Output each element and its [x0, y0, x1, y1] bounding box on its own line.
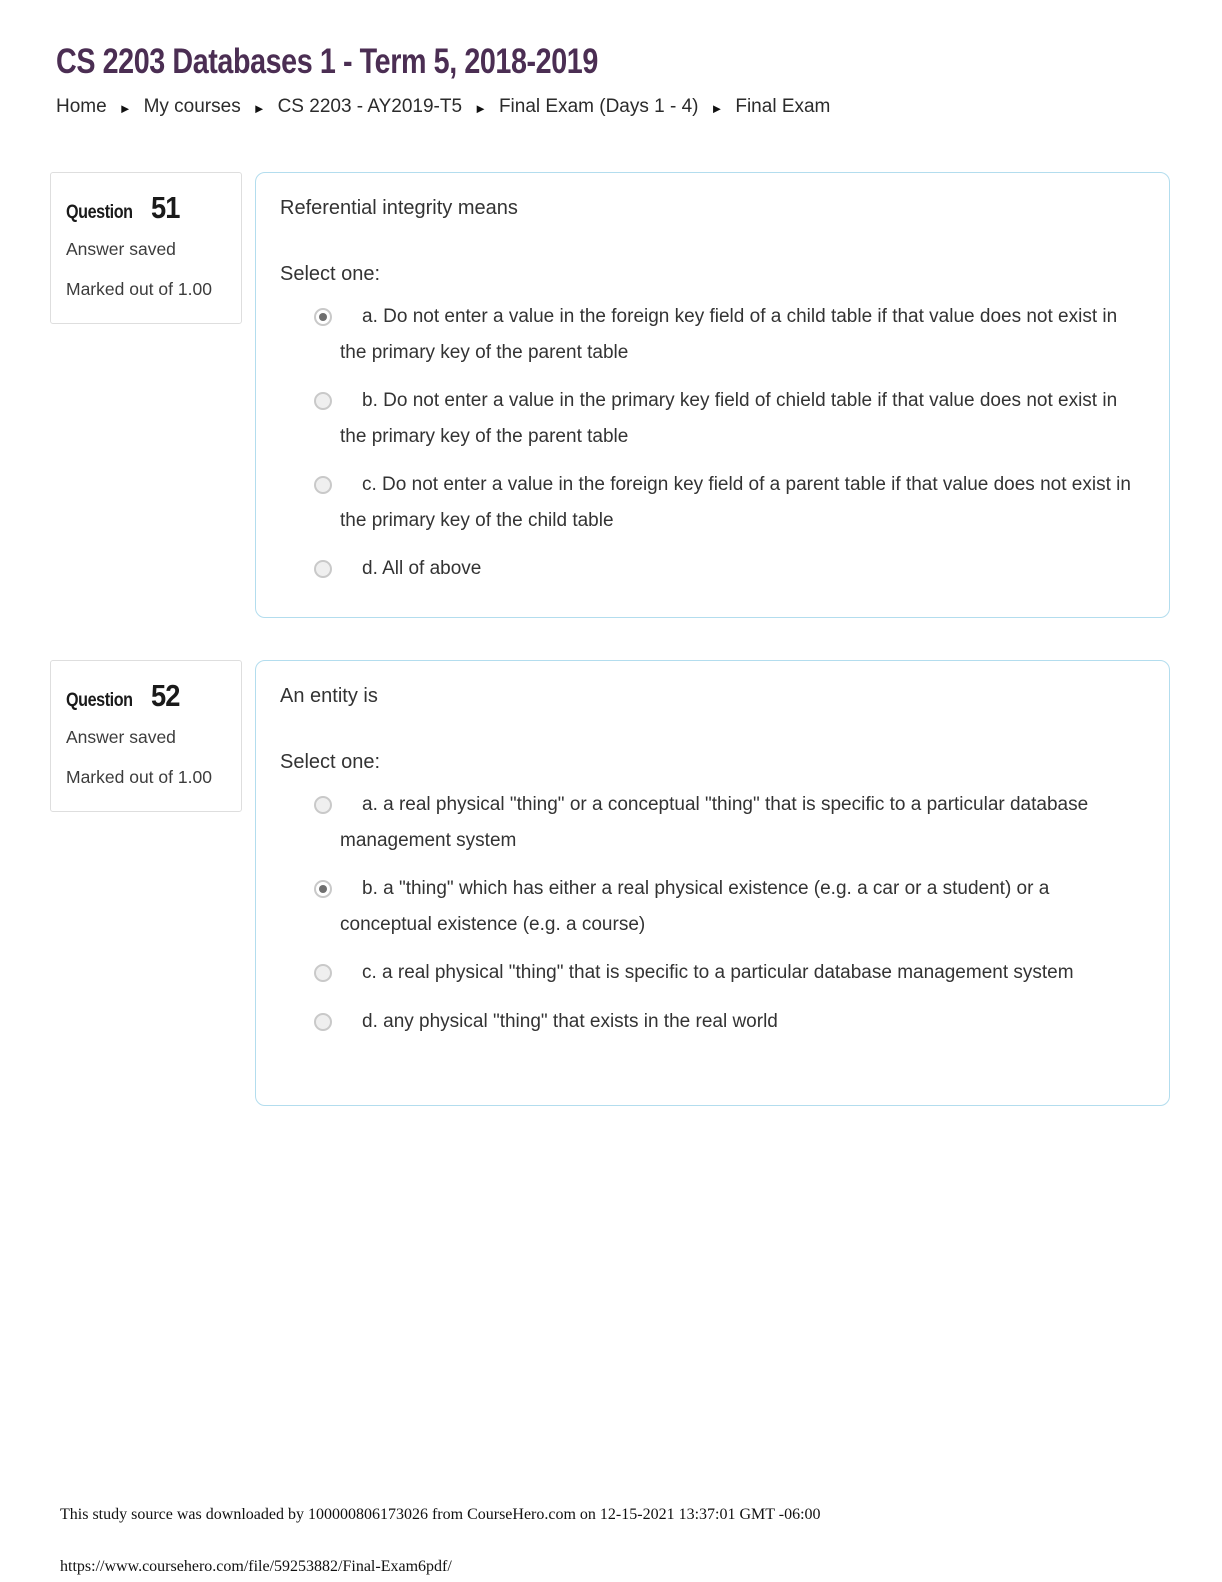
breadcrumb-separator-icon: ►: [474, 100, 487, 116]
answer-option-label[interactable]: b. a "thing" which has either a real physical existence (e.g. a car or a student) or a conceptual existence (e.g. a course): [340, 878, 1050, 935]
breadcrumb-item-final-exam[interactable]: Final Exam: [735, 96, 831, 117]
breadcrumb-item-home[interactable]: Home: [56, 96, 107, 117]
question-card-51: [50, 172, 1170, 618]
answer-option[interactable]: [280, 955, 1141, 991]
question-status: Answer saved: [66, 239, 176, 259]
breadcrumb: [56, 96, 1170, 118]
radio-button[interactable]: [314, 392, 332, 410]
question-marks: Marked out of 1.00: [66, 767, 212, 787]
answer-option-label[interactable]: c. Do not enter a value in the foreign key field of a parent table if that value does not exist in the primary key of the child table: [340, 474, 1131, 531]
question-info-panel: [50, 660, 242, 812]
answer-option-label[interactable]: b. Do not enter a value in the primary key field of chield table if that value does not exist in the primary key of the parent table: [340, 390, 1118, 447]
answer-option-label[interactable]: d. any physical "thing" that exists in the real world: [362, 1010, 778, 1032]
question-content-panel: [255, 660, 1170, 1106]
question-number-value: 51: [150, 190, 180, 225]
radio-button[interactable]: [314, 476, 332, 494]
question-status: Answer saved: [66, 727, 176, 747]
footer-url: https://www.coursehero.com/file/59253882/Final-Exam6pdf/: [60, 1558, 452, 1575]
page-title: CS 2203 Databases 1 - Term 5, 2018-2019: [56, 42, 598, 81]
question-marks: Marked out of 1.00: [66, 279, 212, 299]
radio-button[interactable]: [314, 880, 332, 898]
select-one-label: Select one:: [280, 263, 381, 285]
answer-option[interactable]: [280, 1004, 1141, 1040]
question-number-label: Question: [66, 690, 133, 711]
question-content-panel: [255, 172, 1170, 618]
radio-button[interactable]: [314, 308, 332, 326]
footer-download-note: This study source was downloaded by 100000806173026 from CourseHero.com on 12-15-2021 13:37:01 GMT -06:00: [60, 1506, 821, 1523]
question-card-52: [50, 660, 1170, 1106]
answer-option[interactable]: [280, 871, 1141, 942]
radio-button[interactable]: [314, 796, 332, 814]
answer-option[interactable]: [280, 299, 1141, 370]
radio-button[interactable]: [314, 560, 332, 578]
question-number-label: Question: [66, 202, 133, 223]
answer-option[interactable]: [280, 383, 1141, 454]
answer-option[interactable]: [280, 787, 1141, 858]
answer-options: [280, 299, 1141, 587]
answer-option-label[interactable]: d. All of above: [362, 558, 482, 579]
answer-option-label[interactable]: a. Do not enter a value in the foreign key field of a child table if that value does not exist in the primary key of the parent table: [340, 306, 1118, 363]
question-number: [66, 190, 224, 226]
breadcrumb-separator-icon: ►: [118, 100, 132, 116]
breadcrumb-separator-icon: ►: [252, 100, 266, 116]
breadcrumb-separator-icon: ►: [710, 100, 724, 116]
question-number: [66, 678, 224, 714]
breadcrumb-item-course[interactable]: CS 2203 - AY2019-T5: [277, 96, 463, 117]
answer-option[interactable]: [280, 467, 1141, 538]
breadcrumb-item-exam-days[interactable]: Final Exam (Days 1 - 4): [498, 96, 699, 117]
radio-button[interactable]: [314, 964, 332, 982]
answer-options: [280, 787, 1141, 1039]
answer-option-label[interactable]: a. a real physical "thing" or a conceptual "thing" that is specific to a particular database management system: [340, 794, 1089, 851]
question-info-panel: [50, 172, 242, 324]
breadcrumb-item-my-courses[interactable]: My courses: [143, 96, 241, 117]
question-text: Referential integrity means: [280, 197, 518, 219]
answer-option[interactable]: [280, 551, 1141, 587]
radio-button[interactable]: [314, 1013, 332, 1031]
question-number-value: 52: [150, 678, 180, 713]
question-text: An entity is: [280, 685, 378, 707]
select-one-label: Select one:: [280, 751, 381, 773]
answer-option-label[interactable]: c. a real physical "thing" that is specific to a particular database management system: [362, 962, 1074, 983]
